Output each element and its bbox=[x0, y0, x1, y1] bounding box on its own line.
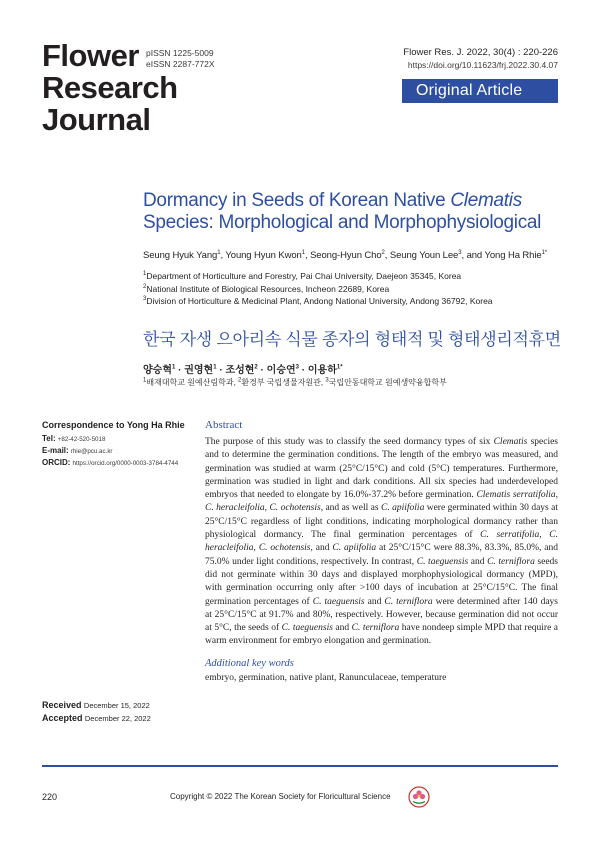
accepted-label: Accepted bbox=[42, 713, 83, 723]
korean-author-name: 이승연 bbox=[266, 365, 296, 376]
issn-block bbox=[146, 48, 215, 70]
email-label: E-mail: bbox=[42, 446, 69, 455]
separator: · bbox=[175, 365, 185, 376]
title-text: Dormancy in Seeds of Korean Native bbox=[143, 190, 451, 211]
separator: · bbox=[216, 365, 226, 376]
journal-title-line: Journal bbox=[42, 102, 151, 137]
copyright: Copyright © 2022 The Korean Society for Floricultural Science bbox=[170, 792, 391, 801]
received-line bbox=[42, 699, 151, 712]
author-name-sup: 2 bbox=[381, 249, 385, 256]
author-name: Yong Ha Rhie bbox=[484, 250, 542, 261]
affiliation: $^2$National Institute of Biological Resources, Incheon 22689, Korea bbox=[143, 283, 390, 294]
author-name: Seung Youn Lee bbox=[389, 250, 459, 261]
orcid-line bbox=[42, 457, 192, 469]
author-name: Young Hyun Kwon bbox=[225, 250, 302, 261]
footer-rule bbox=[42, 765, 558, 767]
korean-author-name-sup: 1* bbox=[336, 364, 343, 371]
author-name: Seong-Hyun Cho bbox=[310, 250, 382, 261]
author-list bbox=[143, 250, 547, 261]
korean-affiliation: $^1$배재대학교 원예산림학과, bbox=[143, 377, 239, 387]
keywords: embryo, germination, native plant, Ranunculaceae, temperature bbox=[205, 672, 447, 683]
affiliation-list bbox=[143, 270, 493, 308]
author-name-sup: 1* bbox=[541, 249, 548, 256]
article-type-banner: Original Article bbox=[402, 79, 558, 103]
orcid-label: ORCID: bbox=[42, 458, 71, 467]
korean-affiliation: $^3$국립안동대학교 원예생약융합학부 bbox=[325, 377, 447, 387]
accepted-line bbox=[42, 712, 151, 725]
korean-title: 한국 자생 으아리속 식물 종자의 형태적 및 형태생리적휴면 bbox=[143, 330, 561, 349]
korean-author-name-sup: 1 bbox=[213, 364, 217, 371]
abstract-body: The purpose of this study was to classify the seed dormancy types of six Clematis species and to determine the germination conditions. The length of the embryo was measured, and germination was studied at warm (25°C/15°C) and cold (5°C) temperatures. Furthermore, germination was studied in light and dark conditions. All six species had underdeveloped embryos that needed to elongate by 16.0%-37.2% before germination. Clematis serratifolia, C. heracleifolia, C. ochotensis, and as well as C. apiifolia were germinated within 30 days at 25°C/15°C regardless of light conditions, indicating morphological dormancy rather than physiological dormancy. The final germination percentages of C. serratifolia, C. heracleifolia, C. ochotensis, and C. apiifolia at 25°C/15°C were 88.3%, 83.3%, 85.0%, and 75.0% under light conditions, respectively. In contrast, C. taeguensis and C. terniflora seeds did not germinate within 30 days and displayed morphophysiological dormancy (MPD), with germination occurring only after >100 days of incubation at 25°C/15°C. The final germination percentages of C. taeguensis and C. terniflora were determined after 140 days at 25°C/15°C at 91.7% and 80%, respectively. However, because germination did not occur at 5°C, the seeds of C. taeguensis and C. terniflora have nondeep simple MPD that require a warm environment for embryo elongation and germination. bbox=[205, 437, 559, 647]
received-label: Received bbox=[42, 700, 82, 710]
keywords-heading: Additional key words bbox=[205, 657, 294, 669]
korean-author-list bbox=[143, 361, 343, 376]
korean-author-name: 양승혁 bbox=[143, 365, 172, 376]
author-name-sup: 3 bbox=[458, 249, 462, 256]
tel-label: Tel: bbox=[42, 434, 56, 443]
citation: Flower Res. J. 2022, 30(4) : 220-226 bbox=[403, 47, 558, 58]
korean-author-name-sup: 1 bbox=[171, 364, 176, 371]
author-name-sup: 1 bbox=[217, 249, 221, 256]
abstract-section bbox=[205, 419, 558, 683]
affiliation: $^3$Division of Horticulture & Medicinal Plant, Andong National University, Andong 36792, Korea bbox=[143, 296, 493, 306]
journal-title-line: Flower bbox=[42, 38, 139, 73]
separator: , bbox=[384, 250, 390, 261]
email-link[interactable]: rhie@pcu.ac.kr bbox=[70, 448, 113, 455]
accepted-date: December 22, 2022 bbox=[84, 714, 151, 723]
citation-block bbox=[403, 47, 558, 71]
dates-block bbox=[42, 699, 151, 725]
author-name: Seung Hyuk Yang bbox=[143, 250, 218, 261]
abstract-heading: Abstract bbox=[205, 419, 243, 431]
tel-line bbox=[42, 433, 192, 445]
correspondence-heading: Correspondence to Yong Ha Rhie bbox=[42, 420, 185, 430]
separator: , bbox=[304, 250, 311, 261]
journal-title-line: Research bbox=[42, 70, 178, 105]
korean-affiliation-list bbox=[143, 377, 447, 388]
korean-affiliation: $^2$환경부 국립생물자원관, bbox=[238, 377, 326, 387]
korean-author-name: 이용하 bbox=[307, 365, 337, 376]
author-name-sup: 1 bbox=[301, 249, 305, 256]
korean-author-name-sup: 3 bbox=[295, 364, 299, 371]
separator: , bbox=[220, 250, 226, 261]
separator: · bbox=[257, 365, 267, 376]
separator: , and bbox=[461, 250, 485, 261]
pissn: pISSN 1225-5009 bbox=[146, 48, 214, 58]
society-logo-icon bbox=[408, 786, 430, 808]
eissn: eISSN 2287-772X bbox=[146, 59, 215, 69]
affiliation: $^1$Department of Horticulture and Forestry, Pai Chai University, Daejeon 35345, Korea bbox=[143, 271, 462, 281]
paper-title bbox=[143, 190, 563, 234]
page-number: 220 bbox=[42, 792, 58, 802]
doi-link[interactable]: https://doi.org/10.11623/frj.2022.30.4.07 bbox=[407, 60, 558, 70]
email-line bbox=[42, 445, 192, 457]
title-genus: Clematis bbox=[450, 190, 522, 211]
separator: · bbox=[298, 365, 308, 376]
title-text-line2: Species: Morphological and Morphophysiological bbox=[143, 212, 542, 233]
orcid-link[interactable]: https://orcid.org/0000-0003-3784-4744 bbox=[72, 460, 179, 467]
tel-value: +82-42-520-5018 bbox=[57, 436, 106, 443]
korean-author-name: 조성현 bbox=[225, 365, 255, 376]
korean-author-name: 권영현 bbox=[184, 365, 214, 376]
correspondence-block bbox=[42, 420, 192, 469]
korean-author-name-sup: 2 bbox=[254, 364, 258, 371]
received-date: December 15, 2022 bbox=[83, 701, 150, 710]
